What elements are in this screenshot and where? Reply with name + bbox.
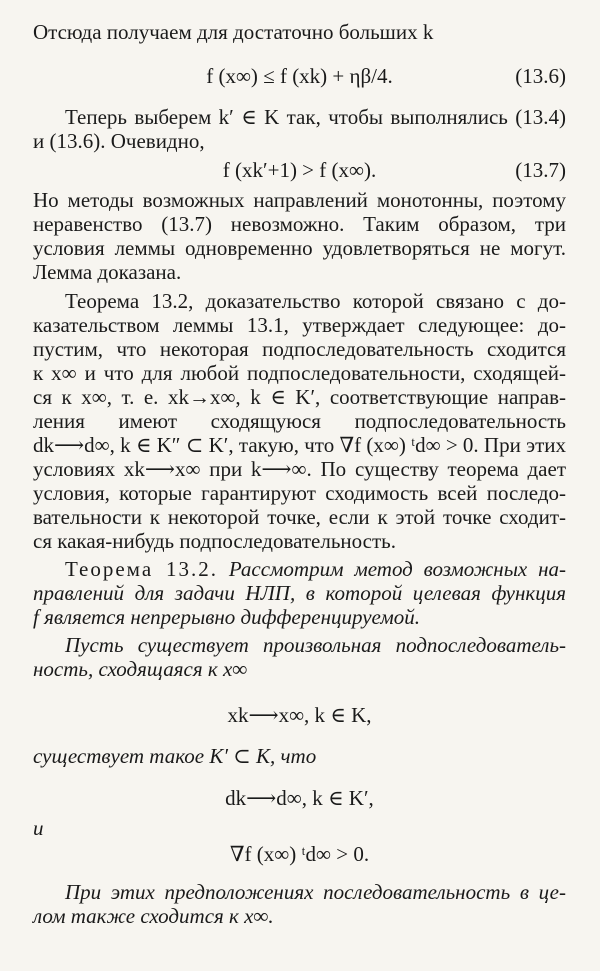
text-line: Теперь выберем k′ ∈ K так, чтобы выполнялись (13.4) <box>65 105 566 129</box>
equation-number: (13.6) <box>515 64 566 88</box>
text-line: условиях xk⟶x∞ при k⟶∞. По существу теорема дает <box>33 457 566 481</box>
text-line: вательности к некоторой точке, если к этой точке сходит- <box>33 505 566 529</box>
text-line: Отсюда получаем для достаточно больших k <box>33 20 434 44</box>
text-line: ления имеют сходящуюся подпоследовательность <box>33 409 566 433</box>
text-line: пустим, что некоторая подпоследовательность сходится <box>33 337 566 361</box>
conclusion-text: При этих предположениях последовательность в це- <box>65 880 566 904</box>
theorem-text: правлений для задачи НЛП, в которой целевая функция <box>33 581 566 605</box>
text-line: и (13.6). Очевидно, <box>33 129 205 153</box>
equation: xk⟶x∞, k ∈ K, <box>227 703 372 727</box>
text-line: Лемма доказана. <box>33 260 182 284</box>
text-line: ся какая-нибудь подпоследовательность. <box>33 529 397 553</box>
conclusion-text: лом также сходится к x∞. <box>33 904 274 928</box>
theorem-text: Рассмотрим метод возможных на- <box>228 557 566 581</box>
text-line: условия, которые гарантируют сходимость всей последо- <box>33 481 566 505</box>
theorem-text: ность, сходящаяся к x∞ <box>33 657 248 681</box>
text-line: dk⟶d∞, k ∈ K″ ⊂ K′, такую, что ∇f (x∞) ᵗd∞ > 0. При этих <box>33 433 566 457</box>
text-line: Но методы возможных направлений монотонны, поэтому <box>33 188 566 212</box>
text-line: Теорема 13.2, доказательство которой связано с до- <box>65 289 566 313</box>
theorem-text: существует такое K′ ⊂ K, что <box>33 744 317 768</box>
equation-13-6: f (x∞) ≤ f (xk) + ηβ/4. <box>206 64 393 88</box>
theorem-text: Пусть существует произвольная подпоследователь- <box>65 633 566 657</box>
equation: ∇f (x∞) ᵗd∞ > 0. <box>229 842 370 866</box>
text-line: к x∞ и что для любой подпоследовательности, сходящей- <box>33 361 566 385</box>
theorem-text: и <box>33 816 44 840</box>
theorem-text: f является непрерывно дифференцируемой. <box>33 605 420 629</box>
equation: dk⟶d∞, k ∈ K′, <box>225 786 374 810</box>
theorem-label: Теорема 13.2. <box>65 557 218 581</box>
text-line: неравенство (13.7) невозможно. Таким образом, три <box>33 212 566 236</box>
text-line: ся к x∞, т. е. xk→x∞, k ∈ K′, соответствующие направ- <box>33 385 566 409</box>
theorem-first-line <box>65 557 566 581</box>
equation-number: (13.7) <box>515 158 566 182</box>
text-line: условия леммы одновременно удовлетворяться не могут. <box>33 236 566 260</box>
equation-13-7: f (xk′+1) > f (x∞). <box>222 158 377 182</box>
text-line: казательством леммы 13.1, утверждает следующее: до- <box>33 313 566 337</box>
